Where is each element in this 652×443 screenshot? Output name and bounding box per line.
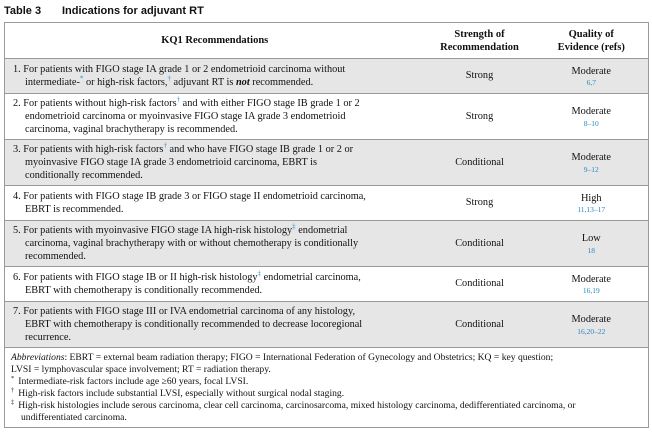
table-row <box>5 221 649 267</box>
recommendation-text: EBRT with chemotherapy is conditionally recommended. <box>25 285 263 296</box>
recommendation-text: and who have FIGO stage IB grade 1 or 2 or <box>166 143 354 155</box>
recommendation-text: carcinoma, vaginal brachytherapy is recommended. <box>25 124 238 136</box>
recommendation-text: endometrial carcinoma, <box>261 271 361 283</box>
recommendation-number: 5. <box>13 224 24 236</box>
recommendation-cell <box>5 267 425 302</box>
recommendation-cell <box>5 302 425 348</box>
recommendation-text: For patients with high-risk factors <box>23 143 164 155</box>
reference-link[interactable]: 9–12 <box>583 164 599 174</box>
recommendation-line <box>13 76 421 89</box>
strength-cell: Conditional <box>425 267 535 302</box>
recommendation-line <box>13 305 421 318</box>
recommendation-text: endometrioid carcinoma or myoinvasive FIGO stage IA grade 3 endometrioid <box>25 110 346 122</box>
reference-link[interactable]: 16,20–22 <box>577 326 606 336</box>
table-label: Table 3 <box>4 5 42 17</box>
quality-value: Moderate <box>571 65 611 77</box>
table-row <box>5 267 649 302</box>
recommendation-line <box>13 97 421 110</box>
strength-cell: Strong <box>425 59 535 94</box>
header-strength-line1: Strength of <box>454 28 505 40</box>
recommendations-table <box>4 22 649 428</box>
abbreviations-line1 <box>11 352 642 364</box>
recommendation-number: 3. <box>13 143 24 155</box>
recommendation-text: and with either FIGO stage IB grade 1 or 2 <box>180 97 360 109</box>
recommendation-text: recurrence. <box>25 332 72 344</box>
recommendation-line <box>13 190 421 203</box>
recommendation-line <box>13 169 421 182</box>
table-row <box>5 140 649 186</box>
recommendation-number: 6. <box>13 271 24 283</box>
recommendation-number: 4. <box>13 190 24 202</box>
footnotes-row <box>5 348 649 428</box>
quality-cell <box>535 140 649 186</box>
quality-value: Moderate <box>571 314 611 326</box>
recommendation-number: 7. <box>13 305 24 317</box>
recommendation-cell <box>5 186 425 221</box>
footnote-marker: ‡ <box>292 222 296 231</box>
recommendation-line <box>13 224 421 237</box>
recommendation-line <box>13 271 421 284</box>
recommendation-cell <box>5 94 425 140</box>
header-quality-line1: Quality of <box>568 28 614 40</box>
recommendation-cell <box>5 221 425 267</box>
footnote-line <box>11 400 642 412</box>
emphasis-text: not <box>235 77 250 88</box>
header-quality-line2: Evidence (refs) <box>557 41 625 53</box>
recommendation-line <box>13 318 421 331</box>
recommendation-text: endometrial <box>295 224 348 236</box>
recommendation-text: adjuvant RT is <box>170 77 236 88</box>
strength-cell: Conditional <box>425 302 535 348</box>
recommendation-line <box>13 237 421 250</box>
table-row <box>5 186 649 221</box>
recommendation-text: EBRT with chemotherapy is conditionally recommended to decrease locoregional <box>25 318 363 330</box>
footnote-line <box>11 412 642 424</box>
abbreviations-text1: : EBRT = external beam radiation therapy; FIGO = International Federation of Gynecology and Obstetrics; KQ = key question; <box>64 352 554 363</box>
recommendation-line <box>13 284 421 297</box>
strength-cell: Conditional <box>425 221 535 267</box>
footnote-text: High-risk factors include substantial LVSI, especially without surgical nodal staging. <box>18 388 345 399</box>
recommendation-number: 2. <box>13 97 24 109</box>
recommendation-line <box>13 123 421 136</box>
reference-link[interactable]: 8–10 <box>583 118 599 128</box>
recommendation-text: EBRT is recommended. <box>25 204 124 215</box>
recommendation-text: myoinvasive FIGO stage IA grade 3 endometrioid carcinoma, EBRT is <box>25 156 318 168</box>
header-row <box>5 23 649 59</box>
quality-value: Low <box>581 233 601 245</box>
quality-cell <box>535 267 649 302</box>
quality-value: Moderate <box>571 106 611 118</box>
abbreviations-line2: LVSI = lymphovascular space involvement; RT = radiation therapy. <box>11 364 271 375</box>
table-caption <box>4 2 648 20</box>
strength-cell: Strong <box>425 186 535 221</box>
recommendation-line <box>13 331 421 344</box>
quality-cell <box>535 221 649 267</box>
recommendation-cell <box>5 59 425 94</box>
recommendation-line <box>13 110 421 123</box>
quality-cell <box>535 302 649 348</box>
table-row <box>5 302 649 348</box>
footnote-line <box>11 376 642 388</box>
quality-value: High <box>580 192 602 204</box>
footnotes <box>5 348 649 428</box>
recommendation-text: or high-risk factors, <box>83 77 168 88</box>
footnote-symbol: ‡ <box>11 398 15 406</box>
footnote-marker: ‡ <box>257 269 262 278</box>
reference-link[interactable]: 16,19 <box>582 286 600 296</box>
recommendation-text: conditionally recommended. <box>25 170 143 182</box>
footnote-text: undifferentiated carcinoma. <box>21 412 127 423</box>
recommendation-line <box>13 250 421 263</box>
recommendation-line <box>13 156 421 169</box>
footnote-line <box>11 388 642 400</box>
quality-value: Moderate <box>571 273 611 285</box>
table-title: Indications for adjuvant RT <box>62 5 204 17</box>
recommendation-text: For patients with FIGO stage III or IVA endometrial carcinoma of any histology, <box>23 305 356 317</box>
table-row <box>5 94 649 140</box>
header-strength <box>425 23 535 59</box>
footnote-text: High-risk histologies include serous carcinoma, clear cell carcinoma, carcinosarcoma, mixed histology carcinoma, dedifferentiated carcinoma, or <box>18 400 576 411</box>
strength-cell: Strong <box>425 94 535 140</box>
table-row <box>5 59 649 94</box>
recommendation-cell <box>5 140 425 186</box>
header-quality <box>535 23 649 59</box>
quality-cell <box>535 186 649 221</box>
abbreviations-label: Abbreviations <box>11 352 65 363</box>
quality-value: Moderate <box>571 152 611 164</box>
recommendation-text: For patients with FIGO stage IA grade 1 or 2 endometrioid carcinoma without <box>23 63 346 75</box>
recommendation-text: intermediate- <box>25 77 80 88</box>
footnote-marker: † <box>167 74 171 83</box>
recommendation-text: recommended. <box>25 251 86 263</box>
header-recommendations: KQ1 Recommendations <box>5 23 425 59</box>
recommendation-line <box>13 63 421 76</box>
header-strength-line2: Recommendation <box>440 41 519 53</box>
quality-cell <box>535 94 649 140</box>
footnote-symbol: * <box>11 374 15 382</box>
recommendation-number: 1. <box>13 63 24 75</box>
quality-cell <box>535 59 649 94</box>
footnote-text: Intermediate-risk factors include age ≥60 years, focal LVSI. <box>18 376 249 387</box>
recommendation-line <box>13 203 421 216</box>
strength-cell: Conditional <box>425 140 535 186</box>
recommendation-text: carcinoma, vaginal brachytherapy with or without chemotherapy is conditionally <box>25 237 359 249</box>
recommendation-line <box>13 143 421 156</box>
footnote-symbol: † <box>11 386 15 394</box>
reference-link[interactable]: 18 <box>587 245 595 255</box>
table-body <box>5 59 649 348</box>
footnote-list <box>11 376 642 424</box>
recommendation-text: For patients without high-risk factors <box>23 97 177 109</box>
footnote-marker: * <box>79 74 84 83</box>
recommendation-text: For patients with myoinvasive FIGO stage IA high-risk histology <box>23 224 293 236</box>
reference-link[interactable]: 11,13–17 <box>577 205 606 215</box>
footnote-marker: † <box>176 95 181 104</box>
recommendation-text: recommended. <box>249 77 314 88</box>
recommendation-text: For patients with FIGO stage IB or II high-risk histology <box>23 271 258 283</box>
reference-link[interactable]: 6,7 <box>586 78 596 88</box>
footnote-marker: † <box>163 141 167 150</box>
recommendation-text: For patients with FIGO stage IB grade 3 or FIGO stage II endometrioid carcinoma, <box>23 190 366 202</box>
